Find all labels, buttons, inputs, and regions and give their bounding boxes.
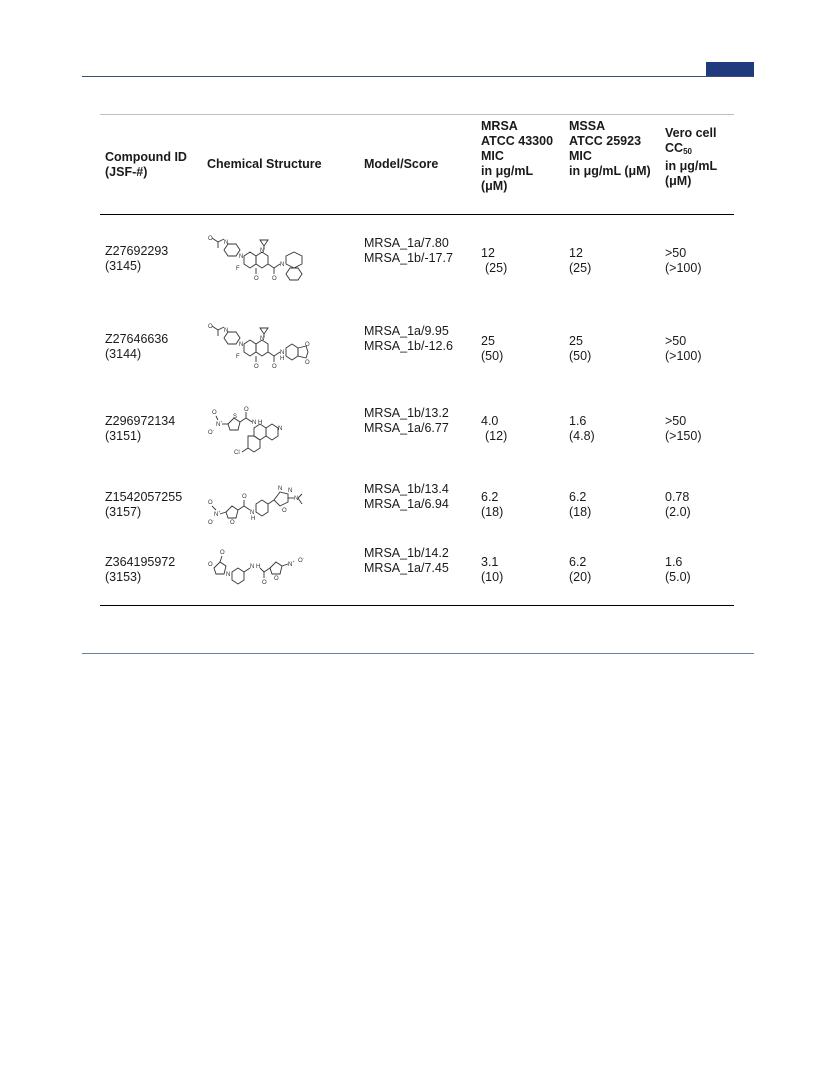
mic-value: 25	[569, 334, 583, 348]
chemical-structure-3157	[206, 482, 326, 530]
model-score: MRSA_1a/7.45	[364, 561, 449, 575]
compound-id: Z364195972	[105, 555, 176, 569]
compound-id: Z27646636	[105, 332, 169, 346]
compound-id: Z1542057255	[105, 490, 183, 504]
atom-label: O	[305, 342, 310, 348]
svg-text:N+	[288, 559, 295, 568]
atom-label: N	[280, 350, 285, 356]
atom-label: N	[280, 262, 285, 268]
header-word: (JSF-#)	[105, 165, 148, 179]
compound-id-cell	[105, 490, 182, 520]
mrsa-mic-cell	[481, 414, 507, 444]
mrsa-mic-cell	[481, 334, 503, 364]
table-header-rule	[100, 214, 734, 215]
atom-label: F	[236, 266, 240, 272]
model-score-cell	[364, 546, 449, 576]
atom-label: O	[254, 276, 259, 282]
header-word: ID	[174, 150, 187, 164]
mssa-mic-cell	[569, 490, 591, 520]
atom-label: N	[288, 562, 293, 568]
charge-label: -	[212, 427, 215, 432]
atom-label: O	[208, 562, 213, 568]
header-word: 25923	[606, 134, 642, 148]
header-tab-marker	[706, 62, 754, 77]
atom-label: O	[274, 576, 279, 582]
header-word: (μM)	[665, 174, 692, 188]
mssa-mic-cell	[569, 555, 591, 585]
cc50-value: 0.78	[665, 490, 690, 504]
model-score-cell	[364, 236, 453, 266]
header-word: Vero	[665, 126, 693, 140]
mic-molar: (10)	[481, 570, 504, 584]
header-word: MIC	[569, 149, 592, 163]
atom-label: N	[250, 510, 255, 516]
compound-id-cell	[105, 414, 175, 444]
atom-label: O	[262, 580, 267, 586]
model-score: MRSA_1a/6.77	[364, 421, 449, 435]
atom-label: O	[242, 494, 247, 500]
col-header-mssa	[569, 119, 655, 179]
atom-label: O	[305, 360, 310, 366]
jsf-number: (3145)	[105, 259, 142, 273]
header-word: cell	[695, 126, 717, 140]
atom-label: H	[251, 516, 256, 522]
mic-value: 12	[481, 246, 495, 260]
vero-cc50-cell	[665, 246, 701, 276]
structure-cell	[206, 482, 326, 530]
mic-molar: (50)	[481, 349, 504, 363]
charge-label: +	[218, 509, 221, 514]
jsf-number: (3153)	[105, 570, 142, 584]
svg-text:N+	[216, 419, 223, 428]
atom-label: O	[272, 276, 277, 282]
mssa-mic-cell	[569, 246, 591, 276]
model-score-cell	[364, 324, 453, 354]
atom-label: O	[244, 407, 249, 413]
model-score: MRSA_1b/-17.7	[364, 251, 453, 265]
section-rule	[82, 653, 754, 654]
atom-label: Cl	[234, 450, 240, 456]
structure-cell	[206, 546, 326, 590]
cc50-value: >50	[665, 334, 687, 348]
atom-label: O	[212, 410, 217, 416]
header-word: in	[481, 164, 493, 178]
cc50-value: >50	[665, 246, 687, 260]
mic-value: 6.2	[569, 555, 587, 569]
vero-cc50-cell	[665, 414, 701, 444]
jsf-number: (3151)	[105, 429, 142, 443]
jsf-number: (3144)	[105, 347, 142, 361]
atom-label: O	[230, 520, 235, 526]
header-word: MSSA	[569, 119, 606, 133]
chemical-structure-3153	[206, 546, 326, 590]
header-word: in	[665, 159, 677, 173]
header-word: CC	[665, 141, 684, 155]
atom-label: O	[208, 236, 213, 242]
compound-id: Z27692293	[105, 244, 169, 258]
table-bottom-rule	[100, 605, 734, 606]
atom-label: N	[288, 488, 293, 494]
model-score-cell	[364, 482, 449, 512]
mic-value: 6.2	[481, 490, 499, 504]
header-word: ATCC	[569, 134, 603, 148]
mic-molar: (50)	[569, 349, 592, 363]
mic-molar: (4.8)	[569, 429, 595, 443]
table-top-rule	[100, 114, 734, 115]
atom-label: O	[208, 520, 213, 526]
header-word: 43300	[518, 134, 554, 148]
atom-label: N	[216, 422, 221, 428]
header-word: μg/mL	[495, 164, 534, 178]
atom-label: S	[233, 414, 238, 420]
charge-label: -	[212, 517, 215, 522]
mssa-mic-cell	[569, 334, 591, 364]
atom-label: N	[294, 496, 299, 502]
mic-molar: (25)	[485, 261, 508, 275]
col-header-vero	[665, 126, 730, 189]
model-score-cell	[364, 406, 449, 436]
chemical-structure-3145	[206, 234, 336, 286]
mrsa-mic-cell	[481, 555, 503, 585]
model-score: MRSA_1b/13.2	[364, 406, 449, 420]
cc50-molar: (5.0)	[665, 570, 691, 584]
cc50-value: 1.6	[665, 555, 683, 569]
mic-molar: (18)	[569, 505, 592, 519]
vero-cc50-cell	[665, 555, 691, 585]
structure-cell	[206, 406, 316, 458]
atom-label: O	[220, 550, 225, 556]
svg-text:O-	[208, 517, 215, 526]
mic-value: 6.2	[569, 490, 587, 504]
atom-label: N	[239, 342, 244, 348]
cc50-molar: (>100)	[665, 261, 702, 275]
atom-label: F	[236, 354, 240, 360]
compound-id-cell	[105, 555, 175, 585]
header-word: MIC	[481, 149, 504, 163]
model-score: MRSA_1a/9.95	[364, 324, 449, 338]
atom-label: N	[239, 254, 244, 260]
jsf-number: (3157)	[105, 505, 142, 519]
mic-molar: (18)	[481, 505, 504, 519]
vero-cc50-cell	[665, 490, 691, 520]
atom-label: N	[224, 328, 229, 334]
atom-label: N	[224, 240, 229, 246]
atom-label: H	[258, 420, 263, 426]
atom-label: N	[250, 564, 255, 570]
header-word: μg/mL	[679, 159, 718, 173]
header-rule	[82, 76, 754, 77]
atom-label: N	[278, 426, 283, 432]
mic-value: 25	[481, 334, 495, 348]
col-header-compound-id	[105, 150, 199, 180]
mic-molar: (12)	[485, 429, 508, 443]
cc50-molar: (>100)	[665, 349, 702, 363]
atom-label: N	[260, 248, 265, 254]
cc50-molar: (>150)	[665, 429, 702, 443]
charge-label: +	[292, 559, 295, 564]
structure-cell	[206, 234, 336, 286]
atom-label: O	[208, 430, 213, 436]
atom-label: H	[256, 564, 261, 570]
header-word: ATCC	[481, 134, 515, 148]
model-score: MRSA_1b/14.2	[364, 546, 449, 560]
charge-label: +	[220, 419, 223, 424]
atom-label: O	[282, 508, 287, 514]
cc50-value: >50	[665, 414, 687, 428]
mic-value: 12	[569, 246, 583, 260]
atom-label: O	[298, 558, 303, 564]
header-word: MRSA	[481, 119, 518, 133]
atom-label: O	[208, 500, 213, 506]
atom-label: N	[214, 512, 219, 518]
model-score: MRSA_1b/13.4	[364, 482, 449, 496]
compound-id: Z296972134	[105, 414, 176, 428]
mic-molar: (20)	[569, 570, 592, 584]
col-header-model: Model/Score	[364, 157, 439, 171]
atom-label: O	[254, 364, 259, 370]
atom-label: N	[260, 336, 265, 342]
svg-text:O-	[208, 427, 215, 436]
mic-molar: (25)	[569, 261, 592, 275]
mic-value: 4.0	[481, 414, 499, 428]
atom-label: N	[226, 572, 231, 578]
col-header-mrsa	[481, 119, 557, 194]
atom-label: N	[278, 486, 283, 492]
mrsa-mic-cell	[481, 490, 503, 520]
model-score: MRSA_1a/7.80	[364, 236, 449, 250]
atom-label: H	[280, 356, 285, 362]
atom-label: O	[208, 324, 213, 330]
chemical-structure-3151	[206, 406, 316, 458]
header-word: in μg/mL (μM)	[569, 164, 651, 178]
svg-text:O-	[298, 555, 305, 564]
charge-label: -	[302, 555, 305, 560]
subscript-50: 50	[683, 147, 692, 156]
atom-label: O	[272, 364, 277, 370]
mssa-mic-cell	[569, 414, 595, 444]
vero-cc50-cell	[665, 334, 701, 364]
mic-value: 3.1	[481, 555, 499, 569]
compound-id-cell	[105, 332, 168, 362]
chemical-structure-3144	[206, 322, 336, 374]
header-word: Compound	[105, 150, 171, 164]
atom-label: N	[252, 420, 257, 426]
cc50-molar: (2.0)	[665, 505, 691, 519]
col-header-structure: Chemical Structure	[207, 157, 322, 171]
structure-cell	[206, 322, 336, 374]
model-score: MRSA_1b/-12.6	[364, 339, 453, 353]
compound-id-cell	[105, 244, 168, 274]
mrsa-mic-cell	[481, 246, 507, 276]
header-word: (μM)	[481, 179, 508, 193]
model-score: MRSA_1a/6.94	[364, 497, 449, 511]
mic-value: 1.6	[569, 414, 587, 428]
